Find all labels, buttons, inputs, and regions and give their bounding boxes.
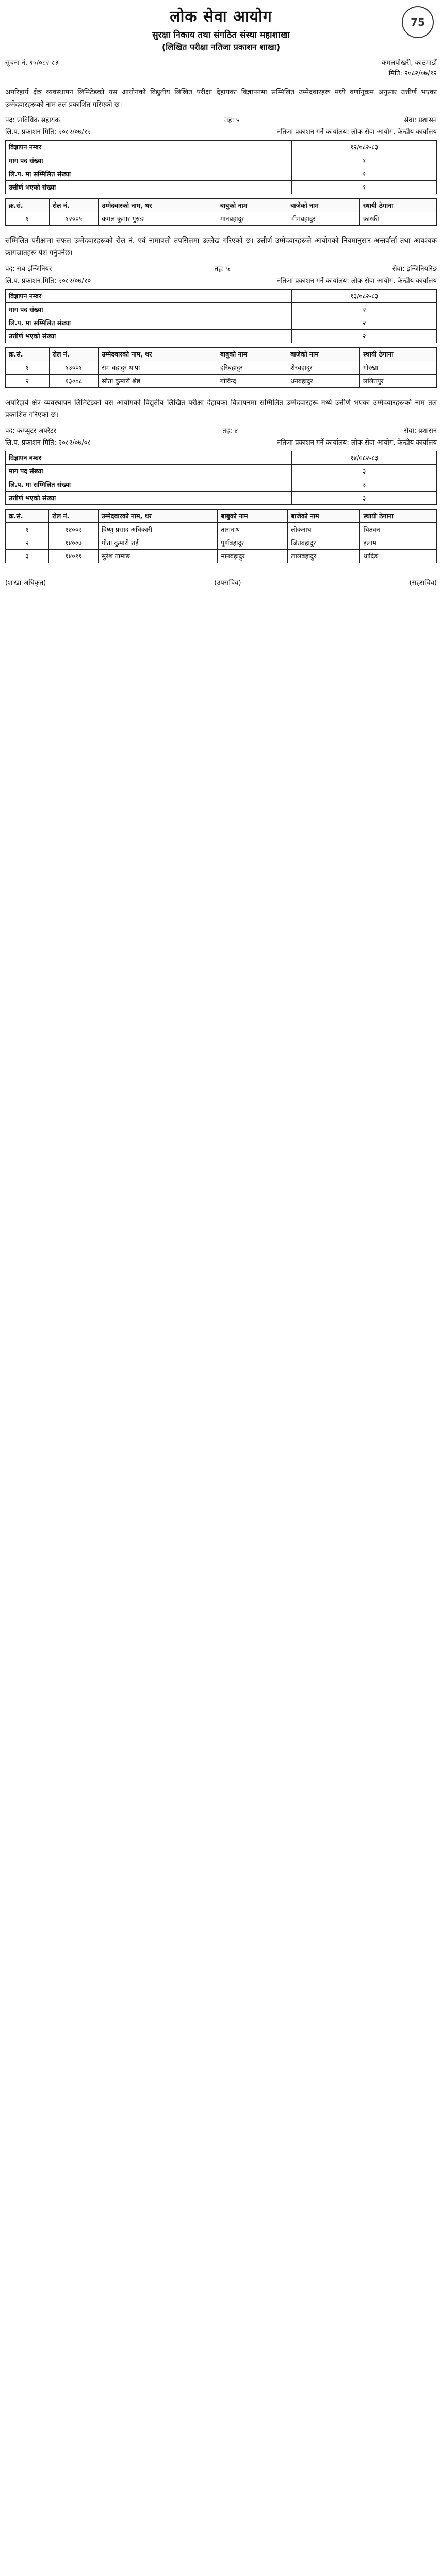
cell-district: कास्की bbox=[360, 212, 437, 226]
cell-grandfather: लोकनाथ bbox=[288, 522, 360, 536]
header bbox=[5, 5, 437, 53]
post-service: सेवा: प्रशासन bbox=[404, 427, 437, 435]
summary-row bbox=[6, 464, 437, 478]
cell-roll: १४००७ bbox=[49, 536, 98, 549]
summary-label: लि.प. मा सम्मिलित संख्या bbox=[6, 167, 292, 181]
summary-row bbox=[6, 289, 437, 302]
candidates-table bbox=[5, 198, 437, 226]
cell-father: मानबहादुर bbox=[217, 212, 287, 226]
cell-father: तारानाथ bbox=[218, 522, 288, 536]
notice-page bbox=[5, 0, 437, 587]
column-header: क्र.सं. bbox=[6, 199, 50, 212]
publishing-office: नतिजा प्रकाशन गर्ने कार्यालय: लोक सेवा आयोग, केन्द्रीय कार्यालय bbox=[276, 277, 437, 285]
cell-grandfather: जितबहादुर bbox=[288, 536, 360, 549]
column-header: स्थायी ठेगाना bbox=[360, 199, 437, 212]
cell-name: कमल कुमार गुरुङ bbox=[99, 212, 217, 226]
table-header-row bbox=[6, 509, 437, 522]
post-name: पद: कम्प्युटर अपरेटर bbox=[5, 427, 56, 435]
summary-label: उत्तीर्ण भएको संख्या bbox=[6, 491, 292, 504]
table-header-row bbox=[6, 347, 437, 361]
signature-undersecretary: (उपसचिव) bbox=[214, 579, 241, 587]
branch-name: (लिखित परीक्षा नतिजा प्रकाशन शाखा) bbox=[161, 42, 281, 52]
column-header: बाजेको नाम bbox=[287, 199, 360, 212]
summary-label: विज्ञापन नम्बर bbox=[6, 289, 292, 302]
publish-date: लि.प. प्रकाशन मिति: २०८२/०७/०८ bbox=[5, 438, 91, 447]
column-header: बाबुको नाम bbox=[217, 347, 287, 361]
summary-value: २ bbox=[292, 329, 437, 343]
cell-district: गोरखा bbox=[360, 361, 437, 374]
section-intro: अपरिहार्य क्षेत्र व्यवस्थापन लिमिटेडको यस आयोगको विद्युतीय लिखित परीक्षा देहायका विज्ञापनमा सम्मिलित उम्मेदवारहरू मध्ये वर्णानुक्रम अनुसार उत्तीर्ण भएका उम्मेदवारहरूको नाम तल प्रकाशित गरिएको छ। bbox=[5, 88, 437, 109]
summary-table bbox=[5, 140, 437, 194]
table-row bbox=[6, 361, 437, 374]
column-header: बाबुको नाम bbox=[218, 509, 288, 522]
cell-father: मानबहादुर bbox=[218, 549, 288, 563]
publish-date: लि.प. प्रकाशन मिति: २०८२/०७/१० bbox=[5, 277, 91, 285]
summary-label: उत्तीर्ण भएको संख्या bbox=[6, 181, 292, 194]
cell-district: धादिङ bbox=[360, 549, 437, 563]
candidates-table bbox=[5, 509, 437, 563]
notice-date: मिति: २०८२/०७/१२ bbox=[388, 70, 437, 77]
summary-value: २ bbox=[292, 316, 437, 329]
cell-roll: १२००५ bbox=[49, 212, 99, 226]
cell-grandfather: शेरबहादुर bbox=[287, 361, 360, 374]
cell-sn: १ bbox=[6, 522, 49, 536]
summary-value: १ bbox=[292, 167, 437, 181]
result-section bbox=[5, 87, 437, 226]
summary-row bbox=[6, 181, 437, 194]
cell-district: ललितपुर bbox=[360, 374, 437, 387]
notice-number: सूचना नं. ९५/०८२-८३ bbox=[5, 59, 59, 67]
signature-block bbox=[5, 578, 437, 587]
summary-value: १४/०८२-८३ bbox=[292, 451, 437, 464]
office-location: कमलपोखरी, काठमाडौं bbox=[381, 59, 437, 67]
summary-value: ३ bbox=[292, 464, 437, 478]
table-row bbox=[6, 212, 437, 226]
section-intro: सम्मिलित परीक्षामा सफल उम्मेदवारहरूको रोल नं. एवं नामावली तपसिलमा उल्लेख गरिएको छ। उत्तीर्ण उम्मेदवारहरूले आयोगको नियमानुसार अन्तर्वार्ता तथा आवश्यक कागजातहरू पेश गर्नुपर्नेछ। bbox=[5, 236, 437, 257]
summary-value: १२/०८२-८३ bbox=[292, 141, 437, 154]
cell-sn: २ bbox=[6, 374, 50, 387]
publishing-office: नतिजा प्रकाशन गर्ने कार्यालय: लोक सेवा आयोग, केन्द्रीय कार्यालय bbox=[276, 128, 437, 137]
cell-sn: ३ bbox=[6, 549, 49, 563]
cell-father: गोविन्द bbox=[217, 374, 287, 387]
post-service: सेवा: इन्जिनियरिङ bbox=[392, 265, 437, 273]
summary-label: उत्तीर्ण भएको संख्या bbox=[6, 329, 292, 343]
summary-table bbox=[5, 289, 437, 343]
column-header: स्थायी ठेगाना bbox=[360, 347, 437, 361]
table-row bbox=[6, 549, 437, 563]
summary-label: माग पद संख्या bbox=[6, 464, 292, 478]
section-meta-date bbox=[5, 437, 437, 447]
summary-label: माग पद संख्या bbox=[6, 302, 292, 316]
cell-grandfather: लालबहादुर bbox=[288, 549, 360, 563]
column-header: उम्मेदवारको नाम, थर bbox=[99, 199, 217, 212]
column-header: क्र.सं. bbox=[6, 347, 50, 361]
cell-name: सीता कुमारी श्रेष्ठ bbox=[99, 374, 217, 387]
column-header: बाजेको नाम bbox=[288, 509, 360, 522]
column-header: उम्मेदवारको नाम, थर bbox=[98, 509, 217, 522]
cell-grandfather: धनबहादुर bbox=[287, 374, 360, 387]
column-header: रोल नं. bbox=[49, 199, 99, 212]
signature-jointsecretary: (सहसचिव) bbox=[409, 579, 437, 587]
cell-roll: १३००१ bbox=[49, 361, 99, 374]
post-level: तह: ५ bbox=[214, 265, 230, 273]
cell-roll: १४००२ bbox=[49, 522, 98, 536]
table-row bbox=[6, 522, 437, 536]
summary-row bbox=[6, 451, 437, 464]
cell-district: चितवन bbox=[360, 522, 437, 536]
summary-value: ३ bbox=[292, 491, 437, 504]
cell-name: सुरेश तामाङ bbox=[98, 549, 217, 563]
cell-roll: १४०११ bbox=[49, 549, 98, 563]
cell-name: राम बहादुर थापा bbox=[99, 361, 217, 374]
summary-label: माग पद संख्या bbox=[6, 154, 292, 167]
post-name: पद: सब-इन्जिनियर bbox=[5, 265, 52, 273]
post-level: तह: ५ bbox=[224, 116, 240, 125]
post-name: पद: प्राविधिक सहायक bbox=[5, 116, 60, 125]
section-meta-post bbox=[5, 264, 437, 273]
publish-date: लि.प. प्रकाशन मिति: २०८२/०७/१२ bbox=[5, 128, 91, 137]
cell-name: विष्णु प्रसाद अधिकारी bbox=[98, 522, 217, 536]
emblem-logo: 75 bbox=[402, 6, 434, 38]
summary-label: विज्ञापन नम्बर bbox=[6, 451, 292, 464]
summary-row bbox=[6, 154, 437, 167]
summary-table bbox=[5, 451, 437, 505]
post-service: सेवा: प्रशासन bbox=[404, 116, 437, 125]
table-row bbox=[6, 536, 437, 549]
table-row bbox=[6, 374, 437, 387]
summary-row bbox=[6, 316, 437, 329]
cell-name: गीता कुमारी राई bbox=[98, 536, 217, 549]
column-header: बाजेको नाम bbox=[287, 347, 360, 361]
cell-roll: १३००८ bbox=[49, 374, 99, 387]
summary-value: २ bbox=[292, 302, 437, 316]
table-header-row bbox=[6, 199, 437, 212]
page-title: लोक सेवा आयोग bbox=[170, 8, 272, 26]
summary-value: ३ bbox=[292, 478, 437, 491]
column-header: रोल नं. bbox=[49, 509, 98, 522]
notice-bar bbox=[5, 58, 437, 67]
publishing-office: नतिजा प्रकाशन गर्ने कार्यालय: लोक सेवा आयोग, केन्द्रीय कार्यालय bbox=[276, 438, 437, 447]
summary-label: लि.प. मा सम्मिलित संख्या bbox=[6, 478, 292, 491]
cell-district: इलाम bbox=[360, 536, 437, 549]
summary-row bbox=[6, 491, 437, 504]
section-intro: अपरिहार्य क्षेत्र व्यवस्थापन लिमिटेडको यस आयोगको विद्युतीय लिखित परीक्षा देहायका विज्ञापनमा सम्मिलित उम्मेदवारहरू मध्ये उत्तीर्ण भएका उम्मेदवारहरूको नाम तल प्रकाशित गरिएको छ। bbox=[5, 398, 437, 419]
result-section bbox=[5, 397, 437, 563]
summary-row bbox=[6, 329, 437, 343]
sections-container bbox=[5, 87, 437, 563]
summary-row bbox=[6, 167, 437, 181]
result-section bbox=[5, 235, 437, 387]
cell-grandfather: भीमबहादुर bbox=[287, 212, 360, 226]
candidates-table bbox=[5, 347, 437, 388]
summary-value: १३/०८२-८३ bbox=[292, 289, 437, 302]
summary-value: १ bbox=[292, 154, 437, 167]
post-level: तह: ४ bbox=[222, 427, 238, 435]
cell-sn: १ bbox=[6, 361, 50, 374]
column-header: उम्मेदवारको नाम, थर bbox=[99, 347, 217, 361]
summary-label: विज्ञापन नम्बर bbox=[6, 141, 292, 154]
cell-father: हरिबहादुर bbox=[217, 361, 287, 374]
column-header: रोल नं. bbox=[49, 347, 99, 361]
section-meta-post bbox=[5, 426, 437, 435]
section-meta-date bbox=[5, 127, 437, 136]
column-header: स्थायी ठेगाना bbox=[360, 509, 437, 522]
cell-sn: २ bbox=[6, 536, 49, 549]
summary-label: लि.प. मा सम्मिलित संख्या bbox=[6, 316, 292, 329]
summary-row bbox=[6, 302, 437, 316]
signature-officer: (शाखा अधिकृत) bbox=[5, 579, 46, 587]
summary-row bbox=[6, 478, 437, 491]
summary-value: १ bbox=[292, 181, 437, 194]
cell-sn: १ bbox=[6, 212, 50, 226]
summary-row bbox=[6, 141, 437, 154]
column-header: क्र.सं. bbox=[6, 509, 49, 522]
division-name: सुरक्षा निकाय तथा संगठित संस्था महाशाखा bbox=[152, 30, 290, 40]
section-meta-post bbox=[5, 115, 437, 124]
cell-father: पूर्णबहादुर bbox=[218, 536, 288, 549]
column-header: बाबुको नाम bbox=[217, 199, 287, 212]
section-meta-date bbox=[5, 276, 437, 285]
